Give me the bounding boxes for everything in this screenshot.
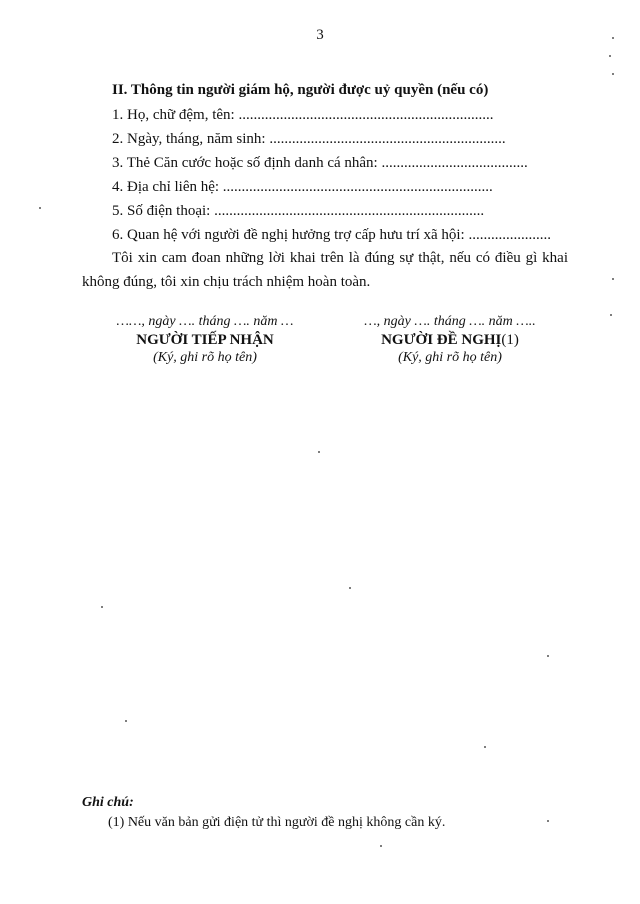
scan-speck bbox=[39, 207, 41, 209]
scan-speck bbox=[349, 587, 351, 589]
receiver-signature-block bbox=[85, 313, 325, 367]
field-address: 4. Địa chỉ liên hệ: ........................................................................ bbox=[112, 179, 493, 195]
field-id-card: 3. Thẻ Căn cước hoặc số định danh cá nhân: ....................................... bbox=[112, 155, 528, 171]
receiver-role: NGƯỜI TIẾP NHẬN bbox=[136, 332, 274, 348]
declaration-paragraph: Tôi xin cam đoan những lời khai trên là đúng sự thật, nếu có điều gì khai không đúng, tôi xin chịu trách nhiệm hoàn toàn. bbox=[82, 250, 568, 290]
applicant-role: NGƯỜI ĐỀ NGHỊ bbox=[381, 332, 502, 348]
scan-speck bbox=[101, 606, 103, 608]
field-full-name: 1. Họ, chữ đệm, tên: .................................................................... bbox=[112, 107, 494, 123]
scan-speck bbox=[547, 655, 549, 657]
applicant-role-line bbox=[330, 331, 570, 349]
scan-speck bbox=[612, 37, 614, 39]
receiver-date-line: ……, ngày …. tháng …. năm … bbox=[116, 314, 294, 329]
scan-speck bbox=[125, 720, 127, 722]
applicant-date-line: …, ngày …. tháng …. năm ….. bbox=[364, 314, 536, 329]
field-phone: 5. Số điện thoại: ........................................................................ bbox=[112, 203, 485, 219]
section-title: II. Thông tin người giám hộ, người được uỷ quyền (nếu có) bbox=[112, 82, 489, 98]
applicant-sign-note: (Ký, ghi rõ họ tên) bbox=[398, 350, 502, 365]
scan-speck bbox=[612, 73, 614, 75]
scan-speck bbox=[547, 820, 549, 822]
scan-speck bbox=[380, 845, 382, 847]
note-item: (1) Nếu văn bản gửi điện tử thì người đề nghị không cần ký. bbox=[108, 815, 446, 830]
scan-speck bbox=[609, 55, 611, 57]
field-date-of-birth: 2. Ngày, tháng, năm sinh: ............................................................... bbox=[112, 131, 506, 147]
scan-speck bbox=[610, 314, 612, 316]
applicant-role-footnote: (1) bbox=[501, 332, 519, 348]
scan-speck bbox=[318, 451, 320, 453]
notes-title: Ghi chú: bbox=[82, 795, 134, 810]
applicant-signature-block bbox=[330, 313, 570, 367]
page-number: 3 bbox=[316, 27, 324, 43]
field-relationship: 6. Quan hệ với người đề nghị hưởng trợ cấp hưu trí xã hội: ...................... bbox=[112, 227, 551, 243]
receiver-sign-note: (Ký, ghi rõ họ tên) bbox=[153, 350, 257, 365]
scan-speck bbox=[612, 278, 614, 280]
scan-speck bbox=[484, 746, 486, 748]
